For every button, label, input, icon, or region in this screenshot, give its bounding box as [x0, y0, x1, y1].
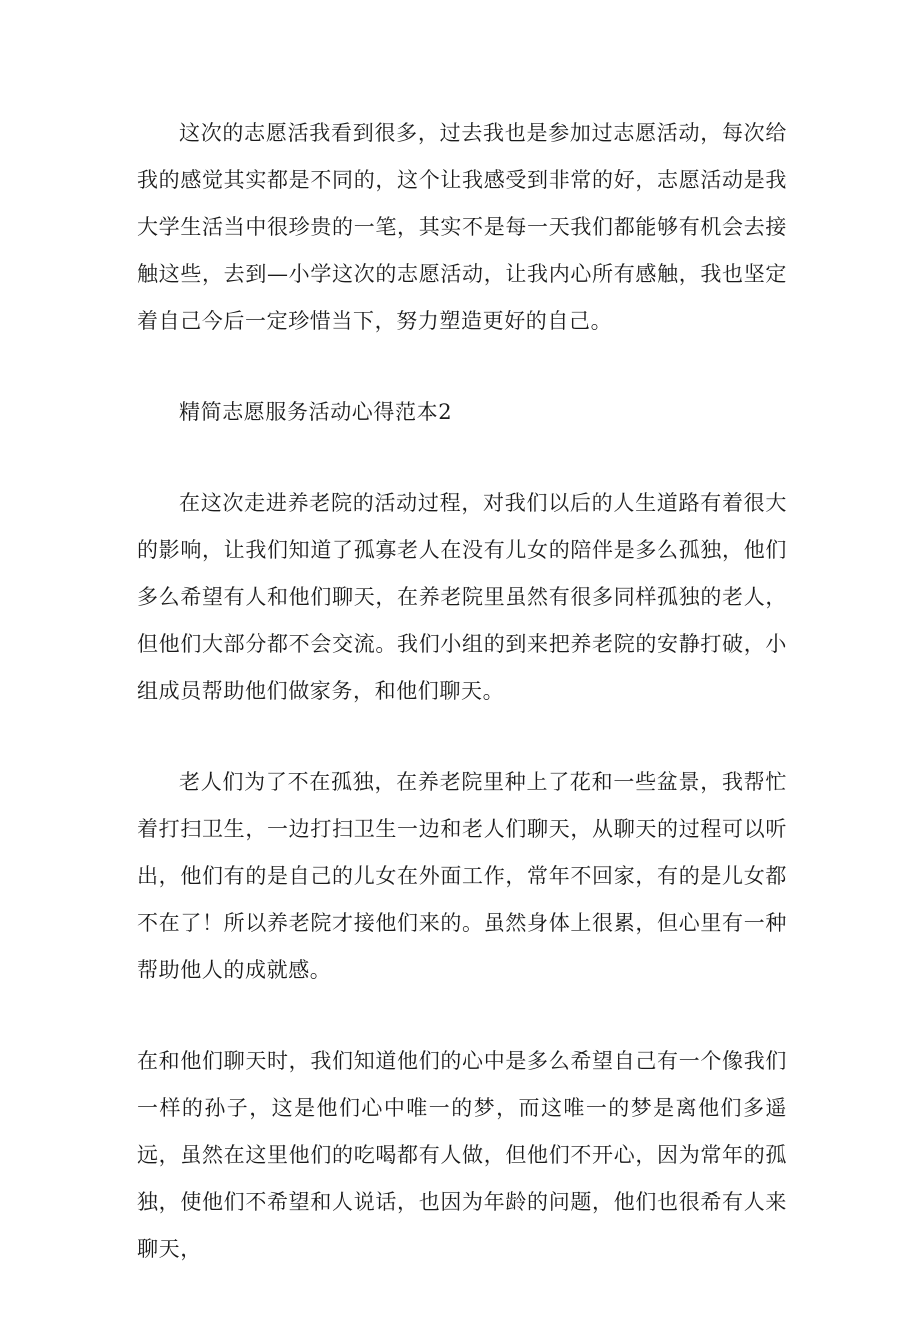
paragraph-elderly-wishes: 在和他们聊天时，我们知道他们的心中是多么希望自己有一个像我们一样的孙子，这是他们心中唯一的梦，而这唯一的梦是离他们多遥远，虽然在这里他们的吃喝都有人做，但他们不开心，因为常年的孤独，使他们不希望和人说话，也因为年龄的问题，他们也很希有人来聊天， — [137, 1049, 787, 1261]
paragraph-elderly-activities: 老人们为了不在孤独，在养老院里种上了花和一些盆景，我帮忙着打扫卫生，一边打扫卫生一边和老人们聊天，从聊天的过程可以听出，他们有的是自己的儿女在外面工作，常年不回家，有的是儿女都不在了！所以养老院才接他们来的。虽然身体上很累，但心里有一种帮助他人的成就感。 — [137, 770, 787, 982]
document-body — [137, 110, 787, 1317]
section-heading: 精简志愿服务活动心得范本2 — [179, 400, 453, 424]
paragraph-nursing-home-visit: 在这次走进养老院的活动过程，对我们以后的人生道路有着很大的影响，让我们知道了孤寡老人在没有儿女的陪伴是多么孤独，他们多么希望有人和他们聊天，在养老院里虽然有很多同样孤独的老人，但他们大部分都不会交流。我们小组的到来把养老院的安静打破，小组成员帮助他们做家务，和他们聊天。 — [137, 491, 787, 703]
paragraph-volunteer-reflection: 这次的志愿活我看到很多，过去我也是参加过志愿活动，每次给我的感觉其实都是不同的，这个让我感受到非常的好，志愿活动是我大学生活当中很珍贵的一笔，其实不是每一天我们都能够有机会去接触这些，去到—小学这次的志愿活动，让我内心所有感触，我也坚定着自己今后一定珍惜当下，努力塑造更好的自己。 — [137, 121, 787, 333]
